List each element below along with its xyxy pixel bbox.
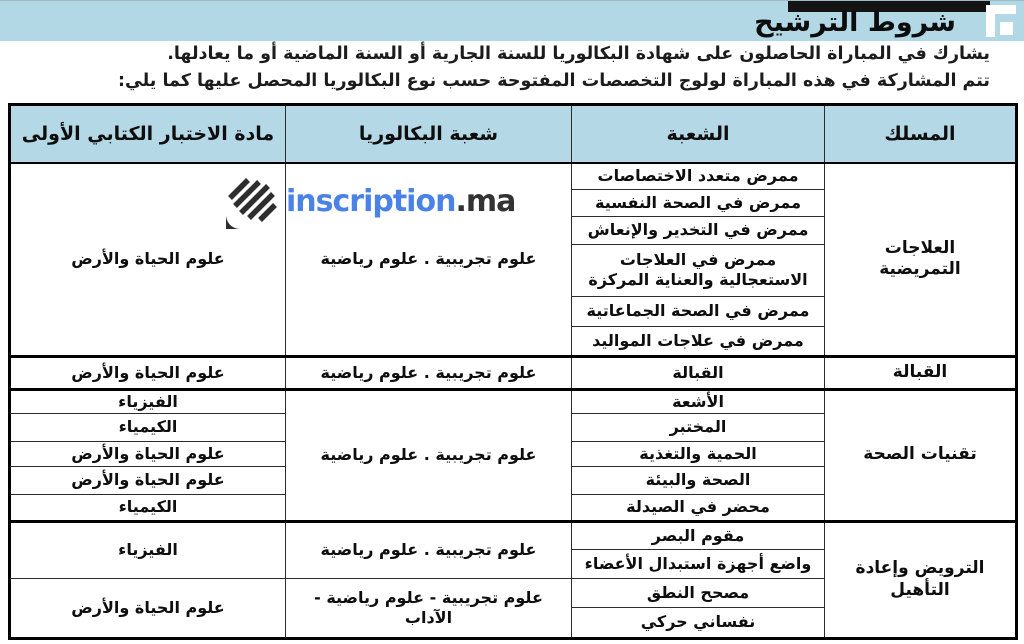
table-row bbox=[10, 389, 1017, 413]
table-row bbox=[10, 521, 1017, 549]
cell-subject: الكيمياء bbox=[10, 494, 286, 521]
title-bar bbox=[0, 0, 1024, 41]
table-row bbox=[10, 163, 1017, 189]
intro-line-2: تتم المشاركة في هذه المباراة لولوج التخصصات المفتوحة حسب نوع البكالوريا المحصل عليها كما يلي: bbox=[117, 71, 990, 91]
candidacy-table bbox=[8, 103, 1018, 640]
cell-track: الترويض وإعادة التأهيل bbox=[825, 521, 1017, 638]
watermark-name: inscription bbox=[286, 183, 456, 219]
cell-branch: مصحح النطق bbox=[572, 578, 825, 607]
cell-bac: علوم تجريبية . علوم رياضية bbox=[286, 163, 572, 356]
cell-branch: ممرض في الصحة النفسية bbox=[572, 189, 825, 216]
cell-branch: الأشعة bbox=[572, 389, 825, 413]
cell-track: تقنيات الصحة bbox=[825, 389, 1017, 521]
cell-branch: ممرض في العلاجات الاستعجالية والعناية المركزة bbox=[572, 244, 825, 296]
cell-branch: نفساني حركي bbox=[572, 607, 825, 638]
cell-subject: الفيزياء bbox=[10, 389, 286, 413]
cell-branch: واضع أجهزة استبدال الأعضاء bbox=[572, 549, 825, 578]
cell-subject: علوم الحياة والأرض bbox=[10, 441, 286, 466]
cell-branch: ممرض في علاجات المواليد bbox=[572, 326, 825, 356]
cell-branch: القبالة bbox=[572, 356, 825, 389]
cell-branch: المختبر bbox=[572, 413, 825, 441]
cell-branch: محضر في الصيدلة bbox=[572, 494, 825, 521]
cell-subject: الكيمياء bbox=[10, 413, 286, 441]
cell-subject: علوم الحياة والأرض bbox=[10, 578, 286, 638]
frame-logo-icon bbox=[986, 5, 1016, 37]
intro-line-1: يشارك في المباراة الحاصلون على شهادة البكالوريا للسنة الجارية أو السنة الماضية أو ما يعادلها. bbox=[167, 44, 990, 64]
intro-text bbox=[118, 41, 990, 95]
cell-branch: الصحة والبيئة bbox=[572, 466, 825, 494]
cell-subject: علوم الحياة والأرض bbox=[10, 163, 286, 356]
header-cell-branch: الشعبة bbox=[572, 105, 825, 164]
watermark-tld: .ma bbox=[455, 183, 516, 219]
cell-bac: علوم تجريبية . علوم رياضية bbox=[286, 389, 572, 521]
cell-track: العلاجات التمريضية bbox=[825, 163, 1017, 356]
header-cell-subject: مادة الاختبار الكتابي الأولى bbox=[10, 105, 286, 164]
header-cell-bac: شعبة البكالوريا bbox=[286, 105, 572, 164]
table-row bbox=[10, 356, 1017, 389]
cell-branch: الحمية والتغذية bbox=[572, 441, 825, 466]
cell-subject: علوم الحياة والأرض bbox=[10, 466, 286, 494]
cell-bac: علوم تجريبية . علوم رياضية bbox=[286, 356, 572, 389]
cell-subject: علوم الحياة والأرض bbox=[10, 356, 286, 389]
cell-subject: الفيزياء bbox=[10, 521, 286, 578]
frame-square-shape bbox=[1000, 22, 1013, 35]
cell-bac: علوم تجريبية . علوم رياضية bbox=[286, 521, 572, 578]
cell-branch: ممرض متعدد الاختصاصات bbox=[572, 163, 825, 189]
page-title: شروط الترشيح bbox=[754, 7, 956, 38]
table-header-row bbox=[10, 105, 1017, 164]
cell-track: القبالة bbox=[825, 356, 1017, 389]
cell-branch: مقوم البصر bbox=[572, 521, 825, 549]
cell-bac: علوم تجريبية - علوم رياضية - الآداب bbox=[286, 578, 572, 638]
cell-branch: ممرض في التخدير والإنعاش bbox=[572, 216, 825, 244]
header-cell-track: المسلك bbox=[825, 105, 1017, 164]
cell-branch: ممرض في الصحة الجماعاتية bbox=[572, 296, 825, 326]
